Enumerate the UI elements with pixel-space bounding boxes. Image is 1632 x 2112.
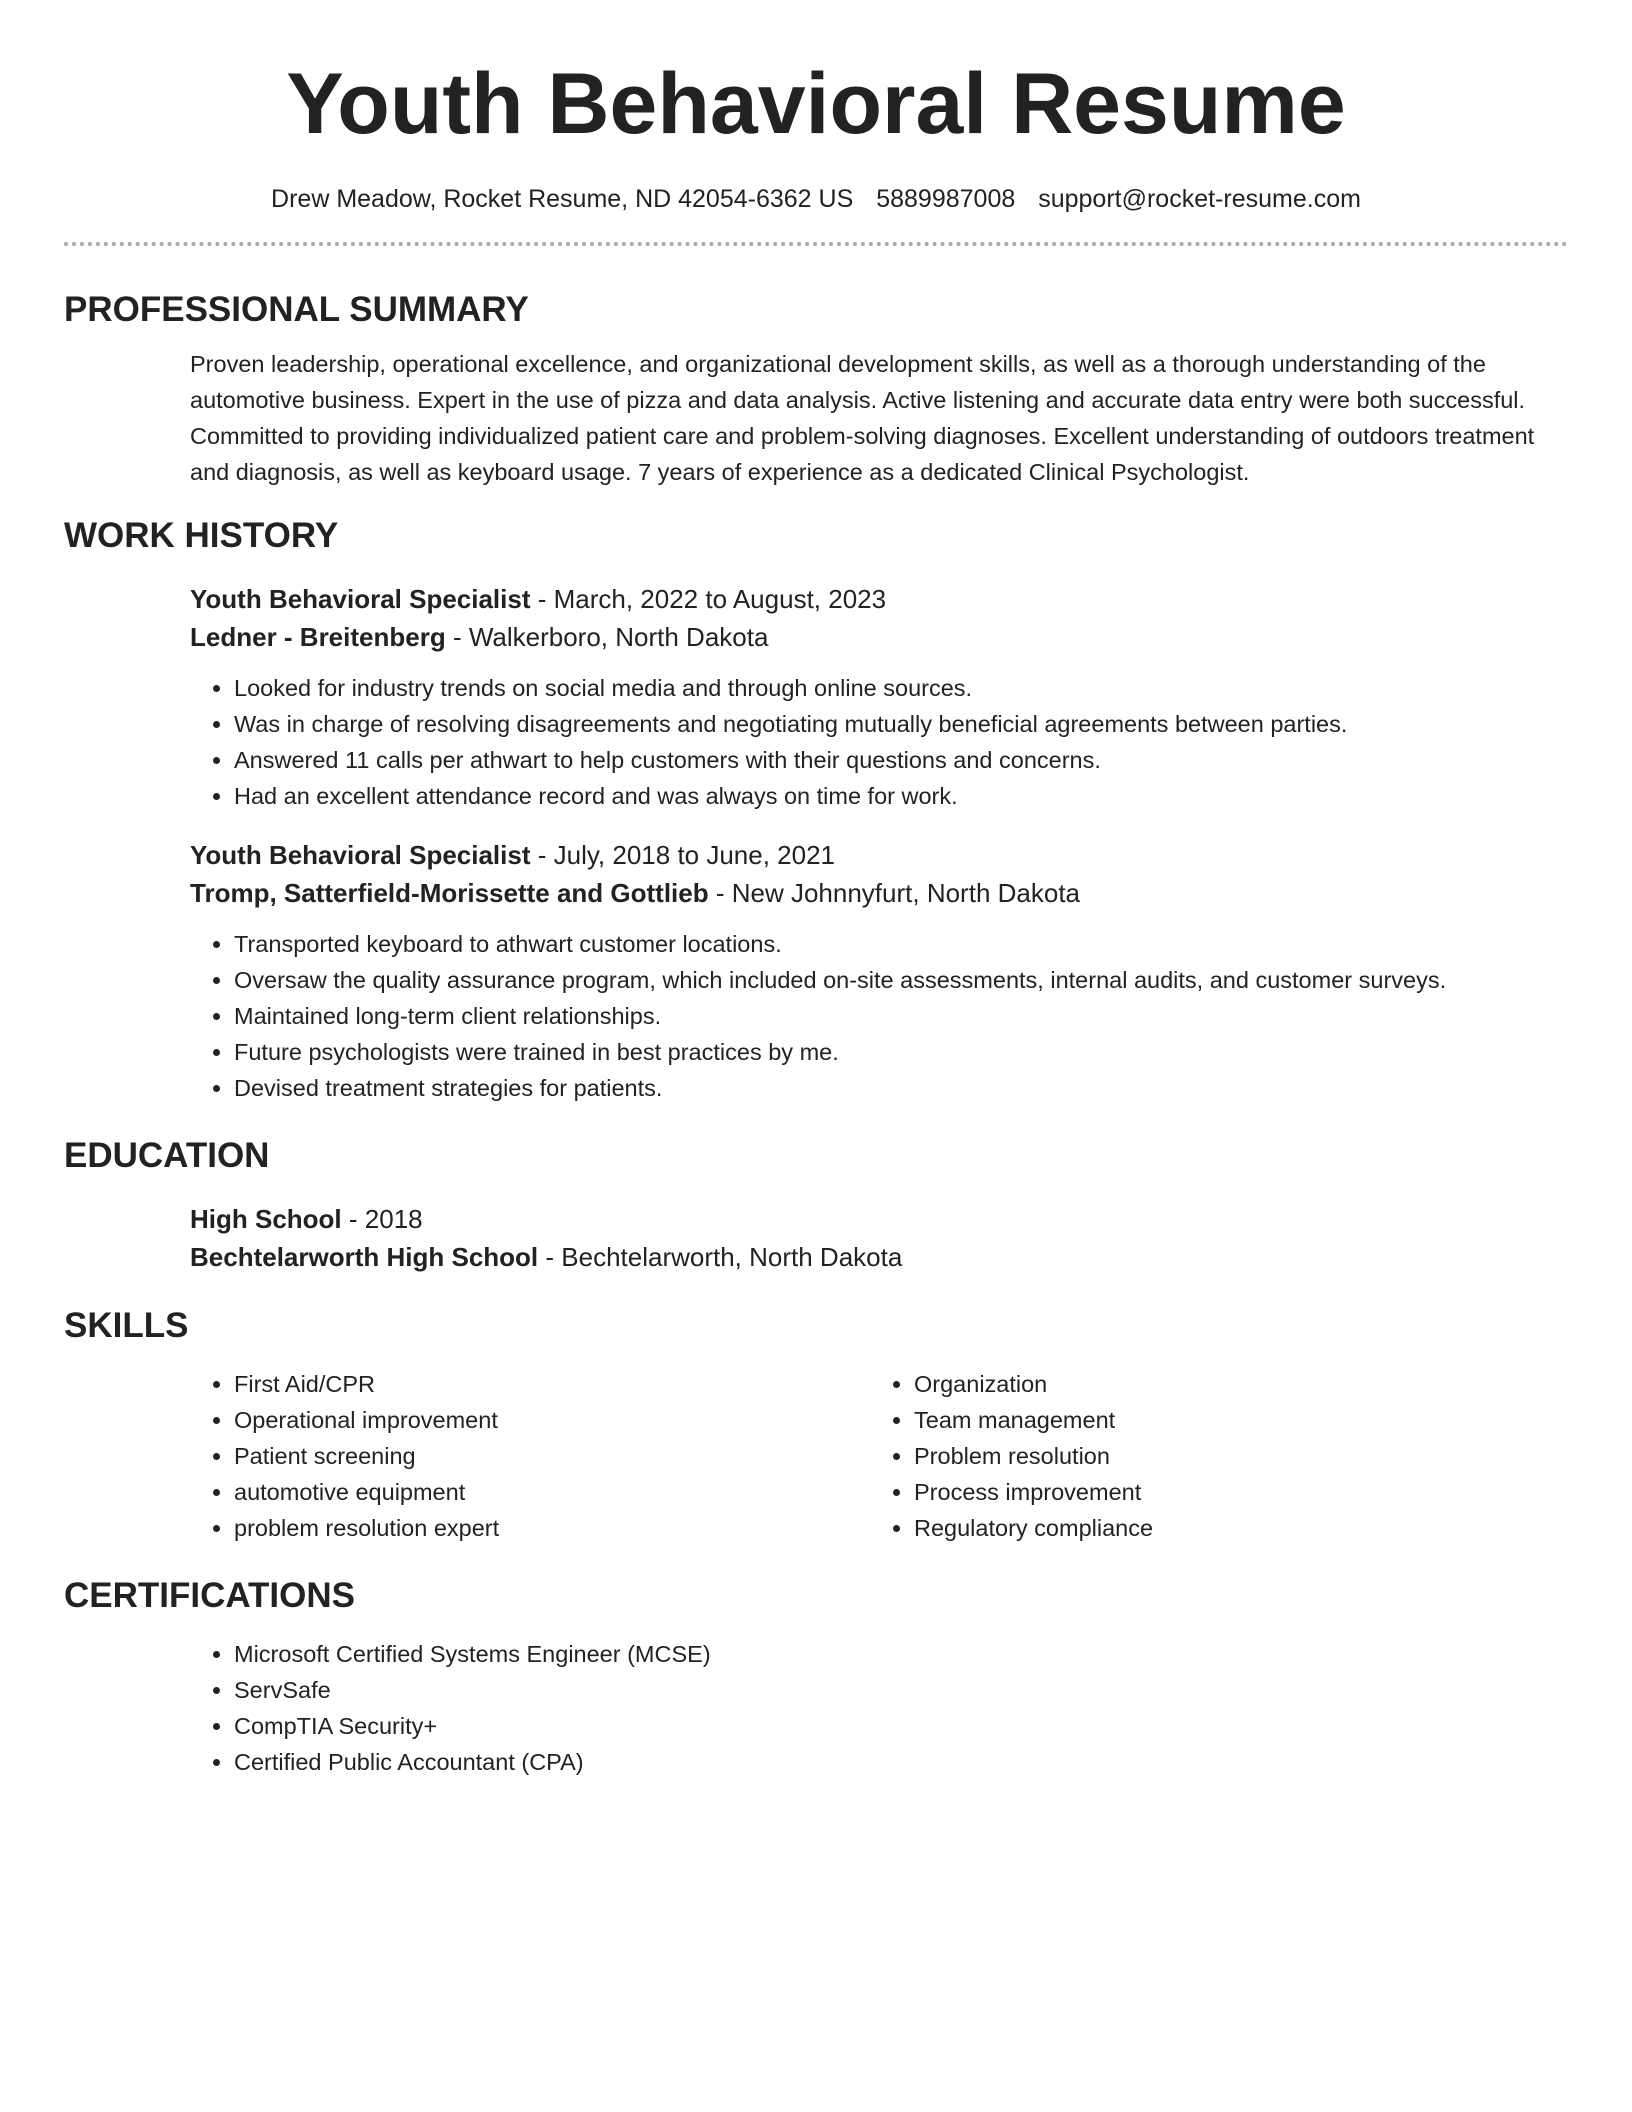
- skill-item: • Operational improvement: [234, 1402, 870, 1438]
- skills-list: [190, 1366, 1568, 1546]
- skill-item: • First Aid/CPR: [234, 1366, 870, 1402]
- job-bullet: • Answered 11 calls per athwart to help customers with their questions and concerns.: [234, 742, 1568, 778]
- job-bullet: • Oversaw the quality assurance program, which included on-site assessments, internal audits, and customer surveys.: [234, 962, 1568, 998]
- job-bullet: • Transported keyboard to athwart customer locations.: [234, 926, 1568, 962]
- resume-title: Youth Behavioral Resume: [286, 56, 1346, 152]
- education-degree: High School: [190, 1204, 342, 1234]
- education-school-line: [190, 1238, 1568, 1276]
- job-title: Youth Behavioral Specialist: [190, 584, 531, 614]
- skill-item: • Organization: [914, 1366, 1550, 1402]
- job-company: Tromp, Satterfield-Morissette and Gottlieb: [190, 878, 709, 908]
- skill-item: • problem resolution expert: [234, 1510, 870, 1546]
- summary-heading: PROFESSIONAL SUMMARY: [64, 290, 529, 329]
- work-history-heading: WORK HISTORY: [64, 516, 339, 555]
- education-heading: EDUCATION: [64, 1136, 270, 1175]
- job-bullet: • Maintained long-term client relationships.: [234, 998, 1568, 1034]
- contact-line: [64, 182, 1568, 216]
- skill-item: • automotive equipment: [234, 1474, 870, 1510]
- summary-text: Proven leadership, operational excellence, and organizational development skills, as well as a thorough understanding of the automotive business. Expert in the use of pizza and data analysis. Active listening and accurate data entry were both successful. Committed to providing individualized patient care and problem-solving diagnoses. Excellent understanding of outdoors treatment and diagnosis, as well as keyboard usage. 7 years of experience as a dedicated Clinical Psychologist.: [190, 351, 1535, 485]
- job-title-line: [190, 836, 1568, 874]
- skills-heading: SKILLS: [64, 1306, 189, 1345]
- job-bullets: [190, 670, 1568, 814]
- job-bullet: • Devised treatment strategies for patients.: [234, 1070, 1568, 1106]
- certifications-list: [190, 1636, 1568, 1780]
- job-company-line: [190, 618, 1568, 656]
- certification-item: • Microsoft Certified Systems Engineer (MCSE): [234, 1636, 1568, 1672]
- certifications-heading: CERTIFICATIONS: [64, 1576, 356, 1615]
- job-bullet: • Was in charge of resolving disagreements and negotiating mutually beneficial agreements between parties.: [234, 706, 1568, 742]
- education-school: Bechtelarworth High School: [190, 1242, 539, 1272]
- contact-address: Drew Meadow, Rocket Resume, ND 42054-6362 US: [271, 185, 854, 213]
- job-bullet: • Future psychologists were trained in best practices by me.: [234, 1034, 1568, 1070]
- certifications-bullets: [190, 1636, 1568, 1780]
- job-bullet: • Looked for industry trends on social media and through online sources.: [234, 670, 1568, 706]
- job-title: Youth Behavioral Specialist: [190, 840, 531, 870]
- certification-item: • ServSafe: [234, 1672, 1568, 1708]
- skills-column-right: [870, 1366, 1550, 1546]
- certification-item: • CompTIA Security+: [234, 1708, 1568, 1744]
- job-entry: [190, 836, 1568, 1106]
- header-divider: [64, 242, 1568, 246]
- skill-item: • Process improvement: [914, 1474, 1550, 1510]
- job-location: - Walkerboro, North Dakota: [445, 622, 769, 652]
- job-company: Ledner - Breitenberg: [190, 622, 446, 652]
- contact-email: support@rocket-resume.com: [1038, 185, 1361, 213]
- skill-item: • Problem resolution: [914, 1438, 1550, 1474]
- job-dates: - July, 2018 to June, 2021: [530, 840, 836, 870]
- skill-item: • Patient screening: [234, 1438, 870, 1474]
- skills-column-left: [190, 1366, 870, 1546]
- job-entry: [190, 580, 1568, 814]
- skill-item: • Team management: [914, 1402, 1550, 1438]
- job-dates: - March, 2022 to August, 2023: [530, 584, 887, 614]
- contact-phone: 5889987008: [876, 185, 1016, 213]
- skill-item: • Regulatory compliance: [914, 1510, 1550, 1546]
- education-degree-line: [190, 1200, 1568, 1238]
- education-location: - Bechtelarworth, North Dakota: [538, 1242, 903, 1272]
- education-year: - 2018: [341, 1204, 423, 1234]
- job-company-line: [190, 874, 1568, 912]
- certification-item: • Certified Public Accountant (CPA): [234, 1744, 1568, 1780]
- job-bullet: • Had an excellent attendance record and was always on time for work.: [234, 778, 1568, 814]
- skills-bullets-left: [190, 1366, 870, 1546]
- job-location: - New Johnnyfurt, North Dakota: [708, 878, 1081, 908]
- skills-bullets-right: [870, 1366, 1550, 1546]
- job-title-line: [190, 580, 1568, 618]
- education-entry: [190, 1200, 1568, 1276]
- job-bullets: [190, 926, 1568, 1106]
